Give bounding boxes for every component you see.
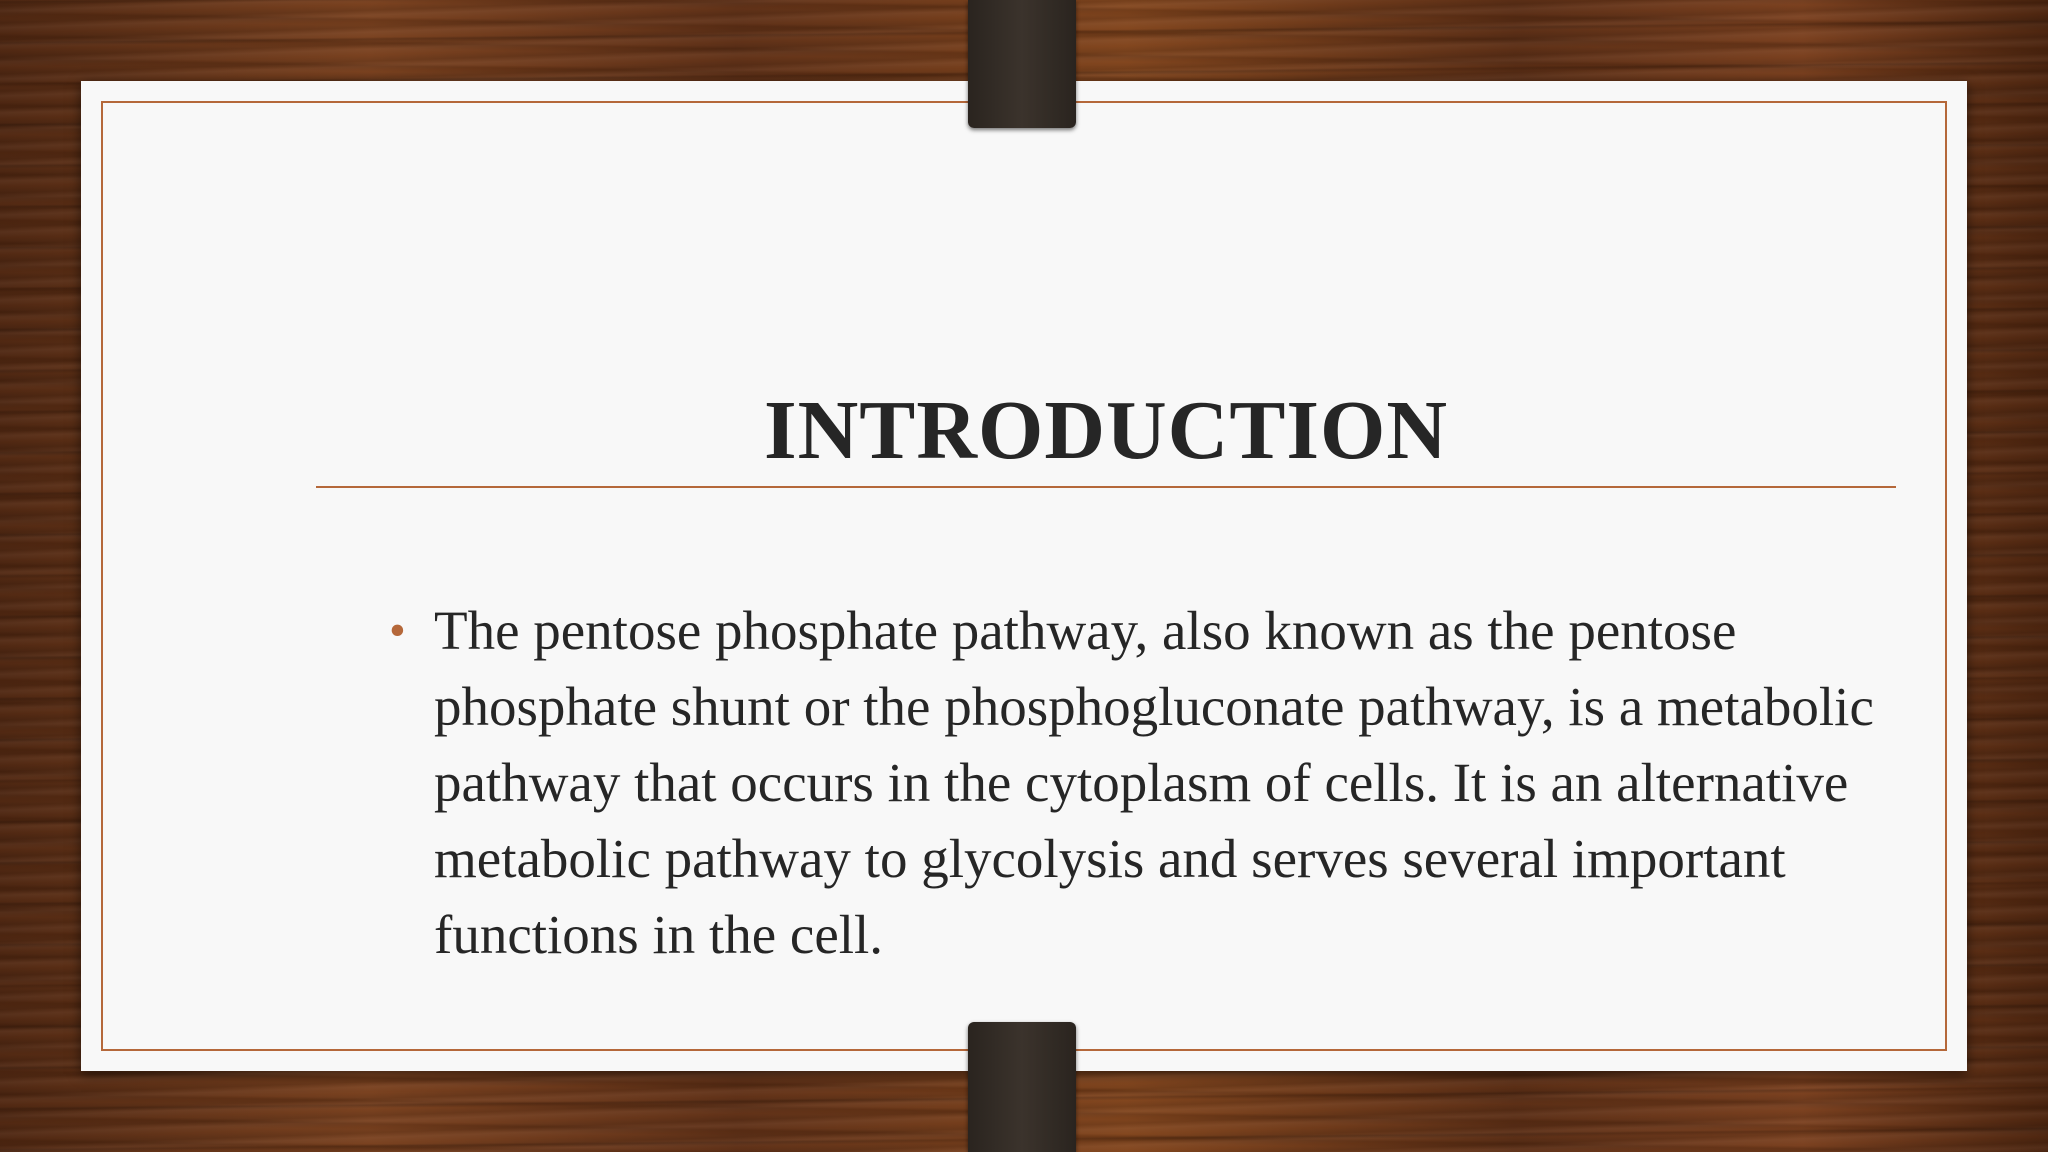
bullet-list: [381, 593, 1901, 973]
bullet-item: [381, 593, 1901, 973]
top-strap: [968, 0, 1076, 128]
slide-card: [81, 81, 1967, 1071]
bullet-text: The pentose phosphate pathway, also known as the pentose phosphate shunt or the phosphogluconate pathway, is a metabolic pathway that occurs in the cytoplasm of cells. It is an alternative metabolic pathway to glycolysis and serves several important functions in the cell.: [434, 600, 1874, 965]
bullet-dot-icon: •: [389, 604, 406, 657]
bottom-strap: [968, 1022, 1076, 1152]
slide-title: INTRODUCTION: [763, 384, 1449, 478]
title-divider: [316, 486, 1896, 488]
